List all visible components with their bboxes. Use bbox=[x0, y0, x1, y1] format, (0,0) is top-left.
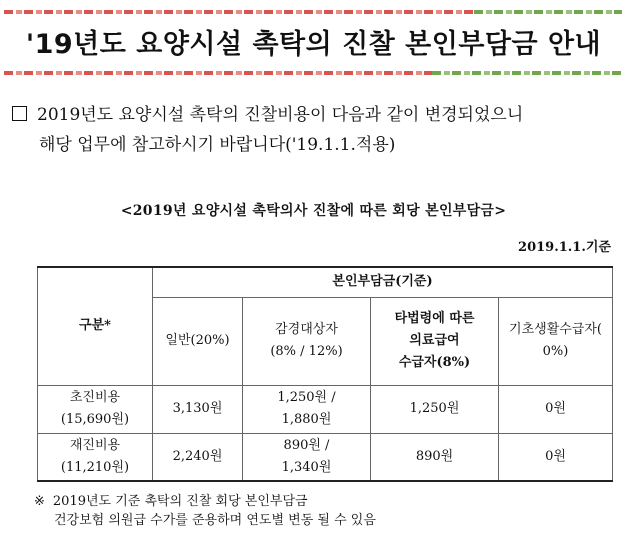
copayment-table bbox=[37, 266, 613, 482]
column-header-medical-aid-line1: 타법령에 따른 bbox=[394, 311, 475, 326]
footnote-line-1: 2019년도 기준 촉탁의 진찰 회당 본인부담금 bbox=[52, 494, 308, 509]
footnote-line-2: 건강보험 의원급 수가를 준용하며 연도별 변동 될 수 있음 bbox=[54, 513, 376, 528]
cell-basic-living: 0원 bbox=[499, 433, 613, 481]
table-header-row-group bbox=[38, 267, 613, 297]
row-header-label: 구분* bbox=[38, 267, 153, 385]
row-label-line1: 재진비용 bbox=[69, 437, 121, 453]
row-label-line2: (15,690원) bbox=[60, 412, 130, 427]
row-label-first-visit bbox=[38, 385, 153, 433]
cell-reduced-line1: 890원 / bbox=[283, 437, 330, 453]
footnote bbox=[34, 492, 614, 530]
cell-reduced bbox=[243, 433, 371, 481]
column-header-reduced-line2: (8% / 12%) bbox=[270, 344, 343, 359]
column-header-medical-aid-line2: 의료급여 bbox=[409, 333, 460, 348]
column-header-reduced-line1: 감경대상자 bbox=[275, 322, 338, 337]
cell-reduced-line2: 1,880원 bbox=[281, 412, 332, 427]
column-header-general bbox=[153, 297, 243, 385]
cell-basic-living: 0원 bbox=[499, 385, 613, 433]
page-title: '19년도 요양시설 촉탁의 진찰 본인부담금 안내 bbox=[25, 29, 602, 60]
cell-reduced-line1: 1,250원 / bbox=[277, 390, 336, 405]
table-caption: <2019년 요양시설 촉탁의사 진찰에 따른 회당 본인부담금> bbox=[120, 203, 507, 219]
title-stripe-bottom-green bbox=[432, 71, 622, 75]
title-stripe-top-red bbox=[4, 10, 474, 14]
column-header-medical-aid bbox=[371, 297, 499, 385]
column-header-basic-living-line2: 0%) bbox=[542, 344, 569, 359]
notice-paragraph bbox=[12, 100, 617, 160]
base-date: 2019.1.1.기준 bbox=[518, 240, 611, 255]
notice-line-2: 해당 업무에 참고하시기 바랍니다('19.1.1.적용) bbox=[39, 135, 396, 155]
cell-reduced-line2: 1,340원 bbox=[281, 459, 332, 475]
cell-reduced bbox=[243, 385, 371, 433]
column-header-basic-living bbox=[499, 297, 613, 385]
table-row bbox=[38, 385, 613, 433]
reference-mark: ※ bbox=[34, 494, 45, 509]
cell-general: 2,240원 bbox=[153, 433, 243, 481]
column-header-basic-living-line1: 기초생활수급자( bbox=[509, 322, 602, 337]
column-header-reduced bbox=[243, 297, 371, 385]
row-label-return-visit bbox=[38, 433, 153, 481]
title-stripe-bottom-red bbox=[4, 71, 432, 75]
table-row bbox=[38, 433, 613, 481]
cell-general: 3,130원 bbox=[153, 385, 243, 433]
title-stripe-top-green bbox=[474, 10, 622, 14]
cell-medical-aid: 890원 bbox=[371, 433, 499, 481]
checkbox-square-icon bbox=[12, 106, 27, 121]
notice-line-1: 2019년도 요양시설 촉탁의 진찰비용이 다음과 같이 변경되었으니 bbox=[37, 105, 524, 125]
row-label-line1: 초진비용 bbox=[69, 390, 121, 405]
group-header: 본인부담금(기준) bbox=[153, 267, 613, 297]
column-header-medical-aid-line3: 수급자(8%) bbox=[398, 355, 471, 370]
cell-medical-aid: 1,250원 bbox=[371, 385, 499, 433]
row-label-line2: (11,210원) bbox=[60, 459, 130, 475]
column-header-general-label: 일반(20%) bbox=[165, 333, 230, 348]
